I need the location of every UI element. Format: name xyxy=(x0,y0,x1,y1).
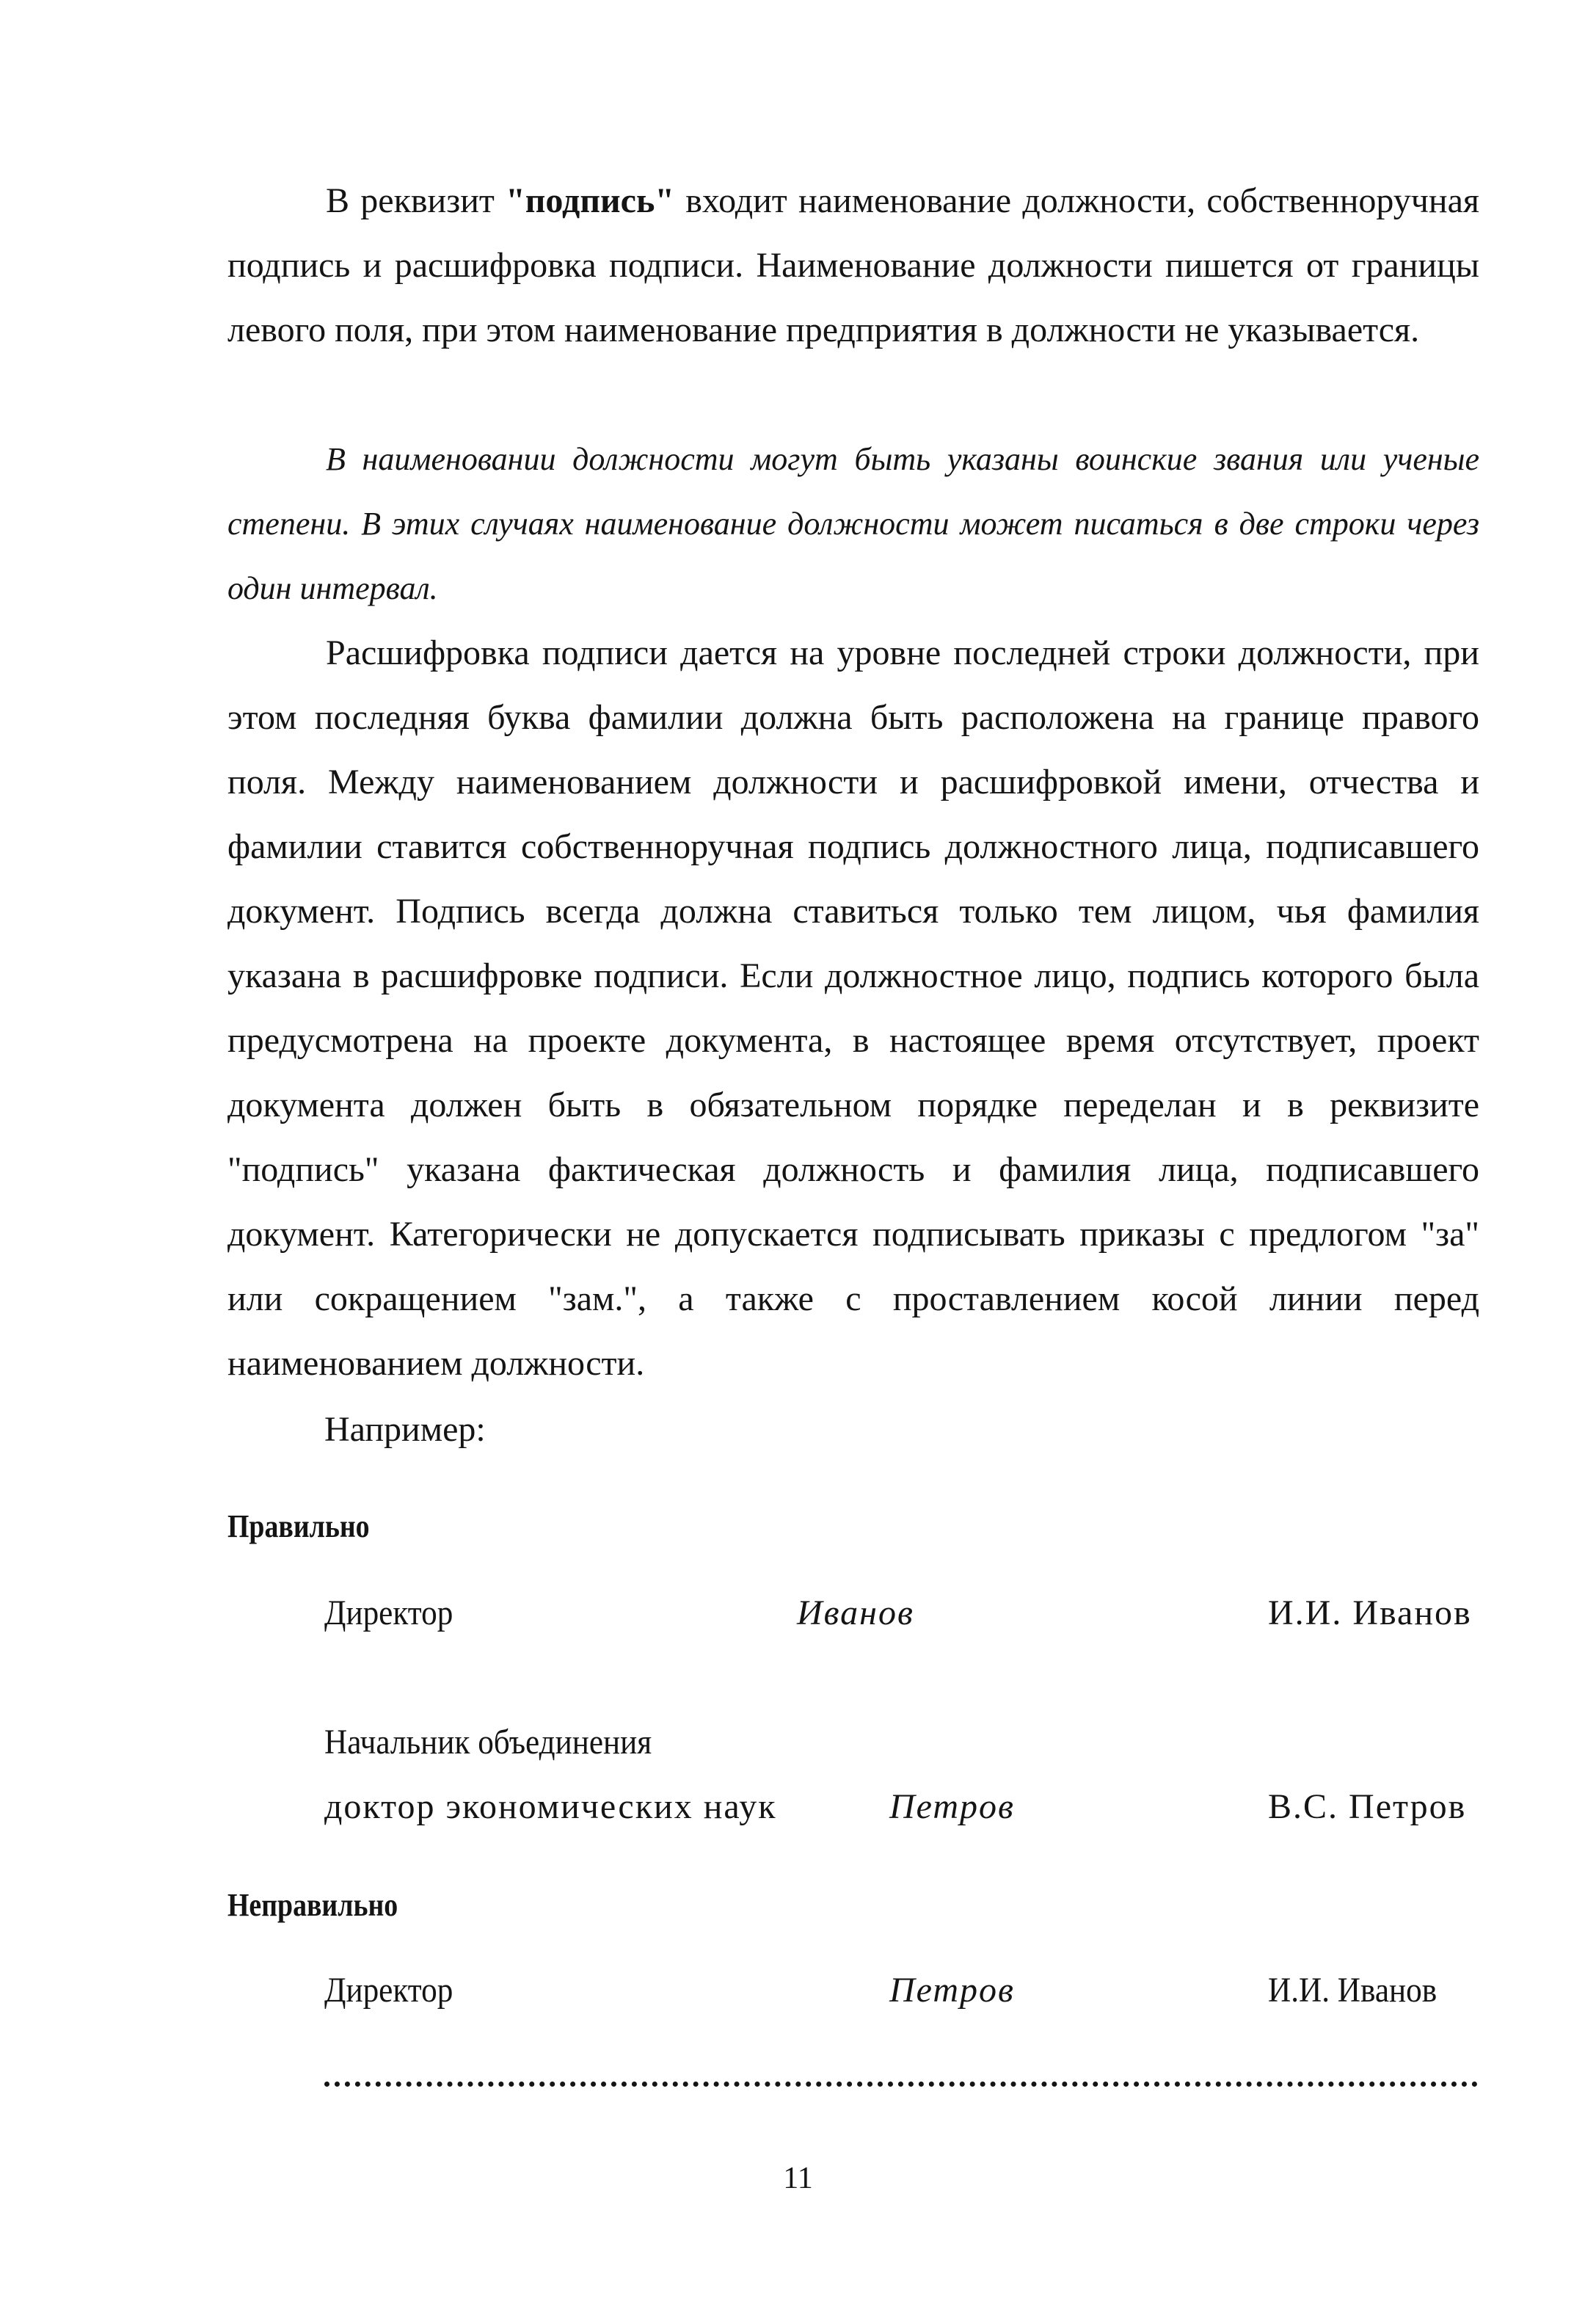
paragraph-signature-decoding xyxy=(227,621,1479,1396)
correct-example2-position-line2: доктор экономических наук xyxy=(324,1787,777,1826)
paragraph-military-ranks xyxy=(227,427,1479,621)
correct-example2-position-line1: Начальник объединения xyxy=(324,1723,652,1762)
correct-example1-signature: Иванов xyxy=(797,1593,914,1632)
p1-end-text: входит наименование должности, собственноручная подпись и расшифровка подписи. Наименование должности пишется от границы левого поля, при этом наименование предприятия в должности не указывается. xyxy=(227,181,1479,349)
correct-example1-position: Директор xyxy=(324,1593,453,1632)
dotted-separator xyxy=(324,2082,1478,2087)
example-label: Например: xyxy=(324,1410,486,1449)
incorrect-example1-decoding: И.И. Иванов xyxy=(1268,1971,1438,2010)
correct-example2-signature: Петров xyxy=(889,1787,1015,1826)
p1-bold-term: "подпись" xyxy=(506,181,674,220)
incorrect-example1-position: Директор xyxy=(324,1971,453,2010)
p1-start-text: В реквизит xyxy=(326,181,506,220)
paragraph-signature-requisite xyxy=(227,169,1479,363)
p2-text: В наименовании должности могут быть указаны воинские звания или ученые степени. В этих случаях наименование должности может писаться в две строки через один интервал. xyxy=(227,441,1479,606)
correct-example2-decoding: В.С. Петров xyxy=(1268,1787,1467,1826)
correct-example1-decoding: И.И. Иванов xyxy=(1268,1593,1472,1632)
p3-text: Расшифровка подписи дается на уровне последней строки должности, при этом последняя буква фамилии должна быть расположена на границе правого поля. Между наименованием должности и расшифровкой имени, отчества и фамилии ставится собственноручная подпись должностного лица, подписавшего документ. Подпись всегда должна ставиться только тем лицом, чья фамилия указана в расшифровке подписи. Если должностное лицо, подпись которого была предусмотрена на проекте документа, в настоящее время отсутствует, проект документа должен быть в обязательном порядке переделан и в реквизите "подпись" указана фактическая должность и фамилия лица, подписавшего документ. Категорически не допускается подписывать приказы с предлогом "за" или сокращением "зам.", а также с проставлением косой линии перед наименованием должности. xyxy=(227,633,1479,1383)
heading-correct: Правильно xyxy=(227,1508,370,1544)
page-number: 11 xyxy=(783,2162,813,2195)
incorrect-example1-signature: Петров xyxy=(889,1971,1015,2010)
heading-incorrect: Неправильно xyxy=(227,1887,398,1923)
